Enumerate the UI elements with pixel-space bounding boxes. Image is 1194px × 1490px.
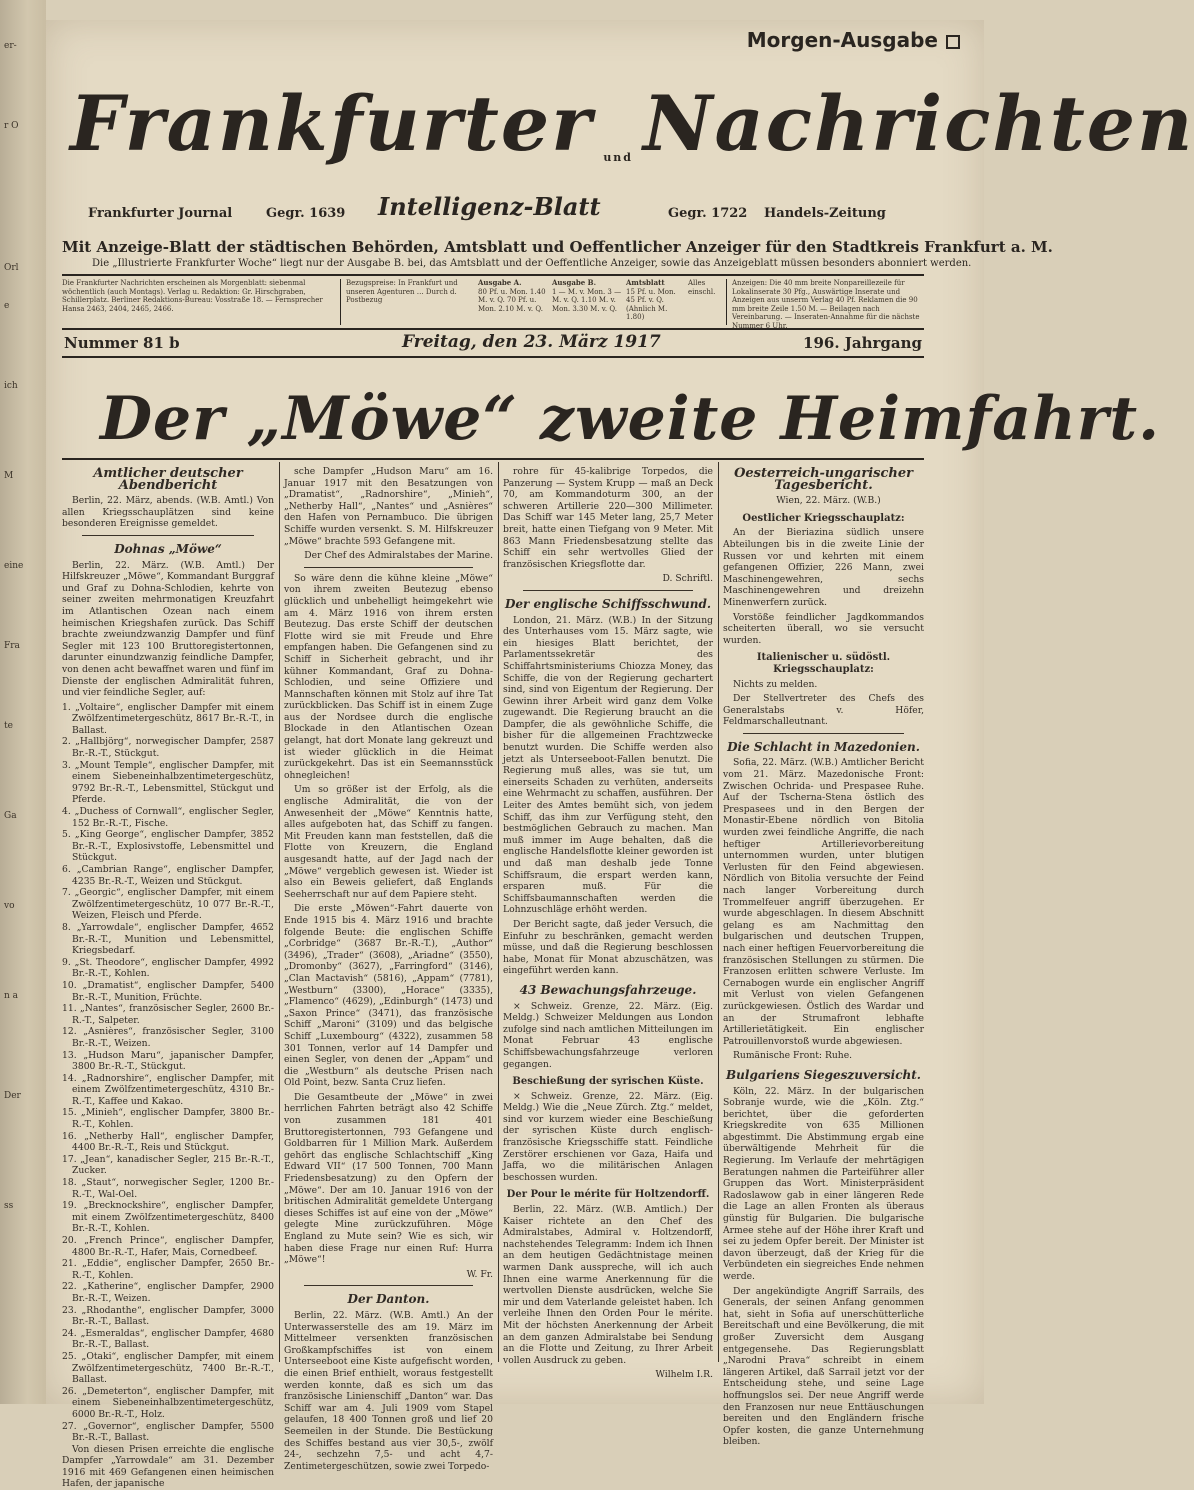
article-paragraph: An der Bieriazina südlich unsere Abteilungen bis in die zweite Linie der Russen vor und kehrten mit einem gefangenen Offizier, 226 Mann, zwei Maschinengewehren, sechs Maschinengewehren und dreizehn Minenwerfern zurück. bbox=[723, 527, 924, 608]
sub-center: Intelligenz-Blatt bbox=[378, 192, 601, 221]
article-paragraph: Von diesen Prisen erreichte die englische Dampfer „Yarrowdale“ am 31. Dezember 1916 mit 469 Gefangenen einen heimischen Hafen, der japanische bbox=[62, 1443, 274, 1490]
article-paragraph: Sofia, 22. März. (W.B.) Amtlicher Bericht vom 21. März. Mazedonische Front: Zwischen Ochrida- und Prespasee Ruhe. Auf der Tscherna-Stena östlich des Prespasees und in den Bergen der Monastir-Ebene nördlich von Bitolia wurden zwei feindliche Angriffe, die nach heftiger Artillerievorbereitung unternommen wurden, unter blutigen Verlusten für den Feind abgewiesen. Nördlich von Bitolia versuchte der Feind nach langer Vorbereitung durch Trommelfeuer angriff überzugehen. Er wurde abgeschlagen. In diesem Abschnitt gelang es am Nachmittag den bulgarischen und deutschen Truppen, nach einer heftigen Feuervorbereitung die französischen Stellungen zu stürmen. Die Franzosen erlitten schwere Verluste. Im Cernabogen wurde ein englischer Angriff mit Verlust von vielen Gefangenen zurückgewiesen. Östlich des Wardar und an der Strumafront lebhafte Artillerietätigkeit. Ein englischer Patrouillenvorstoß wurde abgewiesen. bbox=[723, 757, 924, 1047]
article-title: Die Schlacht in Mazedonien. bbox=[727, 739, 920, 754]
column-1 bbox=[62, 466, 274, 1490]
list-item: 24. „Esmeraldas“, englischer Dampfer, 4680 Br.-R.-T., Ballast. bbox=[62, 1327, 274, 1351]
article-paragraph: Rumänische Front: Ruhe. bbox=[733, 1050, 853, 1062]
list-item: 1. „Voltaire“, englischer Dampfer mit einem Zwölfzentimetergeschütz, 8617 Br.-R.-T., in Ballast. bbox=[62, 701, 274, 736]
signature: D. Schriftl. bbox=[662, 573, 713, 585]
divider bbox=[726, 279, 727, 325]
list-item: 23. „Rhodanthe“, englischer Dampfer, 3000 Br.-R.-T., Ballast. bbox=[62, 1304, 274, 1328]
info-ausgabe-b bbox=[552, 279, 622, 325]
list-item: 26. „Demeterton“, englischer Dampfer, mit einem Siebeneinhalbzentimetergeschütz, 6000 Br.-R.-T., Holz. bbox=[62, 1385, 274, 1420]
list-item: 6. „Cambrian Range“, englischer Dampfer, 4235 Br.-R.-T., Weizen und Stückgut. bbox=[62, 864, 274, 887]
article-title: 43 Bewachungsfahrzeuge. bbox=[519, 982, 697, 997]
binding-fragment: Orl bbox=[4, 263, 19, 273]
separator bbox=[523, 590, 693, 591]
list-item: 19. „Brecknockshire“, englischer Dampfer, mit einem Zwölfzentimetergeschütz, 8400 Br.-R.-T., Kohlen. bbox=[62, 1200, 274, 1235]
masthead-left: Frankfurter bbox=[70, 78, 594, 168]
column-top-rule bbox=[62, 458, 924, 460]
masthead-und: und bbox=[603, 151, 633, 164]
signature: Der Chef des Admiralstabes der Marine. bbox=[304, 550, 493, 562]
sub-right-est: Gegr. 1722 bbox=[668, 206, 748, 221]
binding-fragment: ich bbox=[4, 381, 18, 391]
list-item: 7. „Georgic“, englischer Dampfer, mit einem Zwölfzentimetergeschütz, 10 077 Br.-R.-T., Weizen, Fleisch und Pferde. bbox=[62, 887, 274, 922]
column-rule bbox=[279, 462, 280, 1362]
binding-fragment: n a bbox=[4, 991, 19, 1001]
section-heading: Oestlicher Kriegsschauplatz: bbox=[742, 512, 905, 524]
info-b-title: Ausgabe B. bbox=[552, 278, 597, 287]
issue-number: Nummer 81 b bbox=[64, 334, 180, 352]
article-title: Beschießung der syrischen Küste. bbox=[512, 1076, 704, 1088]
list-item: 8. „Yarrowdale“, englischer Dampfer, 4652 Br.-R.-T., Munition und Lebensmittel, Kriegsbedarf. bbox=[62, 921, 274, 957]
masthead bbox=[70, 68, 1194, 178]
separator bbox=[82, 535, 254, 536]
binding-strip bbox=[0, 0, 46, 1404]
sub-left: Frankfurter Journal bbox=[88, 206, 233, 221]
issue-year: 196. Jahrgang bbox=[803, 334, 922, 352]
issue-date: Freitag, den 23. März 1917 bbox=[402, 332, 661, 352]
list-item: 2. „Hallbjörg“, norwegischer Dampfer, 2587 Br.-R.-T., Stückgut. bbox=[62, 736, 274, 760]
edition-text: Morgen-Ausgabe bbox=[746, 28, 938, 52]
list-item: 5. „King George“, englischer Dampfer, 3852 Br.-R.-T., Explosivstoffe, Lebensmittel und Stückgut. bbox=[62, 829, 274, 864]
info-box bbox=[62, 274, 924, 330]
info-alles: Alles einschl. bbox=[688, 279, 716, 296]
divider bbox=[340, 279, 341, 325]
info-ausgabe-a bbox=[478, 279, 548, 325]
article-paragraph: Um so größer ist der Erfolg, als die englische Admiralität, die von der Anwesenheit der „Möwe“ Kenntnis hatte, alles aufgeboten hat, das Schiff zu fangen. Mit Freuden kann man feststellen, daß die Flotte von Kreuzern, die England ausgesandt hatte, auf der Jagd nach der „Möwe“ vergeblich gewesen ist. Wieder ist also ein Beweis geliefert, daß Englands Seeherrschaft nur auf dem Papiere steht. bbox=[284, 784, 493, 900]
info-b-values: 1 — M. v. Mon. 3 — M. v. Q. 1.10 M. v. Mon. 3.30 M. v. Q. bbox=[552, 287, 622, 313]
list-item: 13. „Hudson Maru“, japanischer Dampfer, 3800 Br.-R.-T., Stückgut. bbox=[62, 1049, 274, 1073]
article-title: Amtlicher deutscher Abendbericht bbox=[93, 466, 243, 493]
list-item: 10. „Dramatist“, englischer Dampfer, 5400 Br.-R.-T., Munition, Früchte. bbox=[62, 979, 274, 1003]
article-title: Der Pour le mérite für Holtzendorff. bbox=[506, 1189, 710, 1201]
binding-fragment: M bbox=[4, 471, 14, 481]
info-anzeigen: Anzeigen: Die 40 mm breite Nonpareillezeile für Lokalinserate 30 Pfg., Auswärtige Inserate und Anzeigen aus unserm Verlag 40 Pf. Reklamen die 90 mm breite Zeile 1.50 M. — Beilagen nach Vereinbarung. — Inseraten-Annahme für die nächste Nummer 6 Uhr. bbox=[732, 279, 920, 330]
article-title: Oesterreich-ungarischer Tagesbericht. bbox=[734, 466, 913, 493]
main-headline: Der „Möwe“ zweite Heimfahrt. bbox=[100, 384, 1161, 454]
binding-fragment: Der bbox=[4, 1091, 21, 1101]
section-heading: Italienischer u. südöstl. Kriegsschauplatz: bbox=[756, 652, 891, 675]
separator bbox=[304, 567, 473, 568]
article-paragraph: Berlin, 22. März. (W.B. Amtlich.) Der Kaiser richtete an den Chef des Admiralstabes, Admiral v. Holtzendorff, nachstehendes Telegramm: Indem ich Ihnen an dem heutigen Gedächtnistage meinen warmen Dank ausspreche, will ich auch Ihnen eine warme Anerkennung für die wertvollen Dienste ausdrücken, welche Sie mir und dem Vaterlande geleistet haben. Ich verleihe Ihnen den Orden Pour le mérite. Mit der höchsten Anerkennung der Arbeit an dem ganzen Admiralstabe bei Sendung an die Flotte und Zeitung, zu Ihrer Arbeit vollen Ausdruck zu geben. bbox=[503, 1204, 713, 1366]
list-item: 15. „Minieh“, englischer Dampfer, 3800 Br.-R.-T., Kohlen. bbox=[62, 1107, 274, 1131]
dateline bbox=[62, 332, 924, 358]
info-a-title: Ausgabe A. bbox=[478, 278, 522, 287]
sub-right: Handels-Zeitung bbox=[764, 206, 886, 221]
article-paragraph: Vorstöße feindlicher Jagdkommandos scheiterten überall, wo sie versucht wurden. bbox=[723, 611, 924, 646]
list-item: 12. „Asnières“, französischer Segler, 3100 Br.-R.-T., Weizen. bbox=[62, 1026, 274, 1049]
article-paragraph: Der angekündigte Angriff Sarrails, des Generals, der seinen Anfang genommen hat, sieht in Sofia auf unerschütterliche Bereitschaft und eine Bevölkerung, die mit großer Zuversicht dem Ausgang entgegensehe. Das Regierungsblatt „Narodni Prava“ schreibt in einem längeren Artikel, daß Sarrail jetzt vor der Entscheidung stehe, und seine Lage hoffnungslos sei. Der neue Angriff werde den Franzosen nur neue Enttäuschungen bereiten und den Engländern frische Opfer kosten, die ganze Unternehmung bleiben. bbox=[723, 1285, 924, 1448]
info-publisher: Die Frankfurter Nachrichten erscheinen als Morgenblatt: siebenmal wöchentlich (auch Montags). Verlag u. Redaktion: Gr. Hirschgraben, Schillerplatz. Berliner Redaktions-Bureau: Vosstraße 18. — Fernsprecher Hansa 2463, 2404, 2465, 2466. bbox=[62, 279, 323, 313]
article-paragraph: Köln, 22. März. In der bulgarischen Sobranje wurde, wie die „Köln. Ztg.“ berichtet, über die geforderten Kriegskredite von 635 Millionen abgestimmt. Die Abstimmung ergab eine überwältigende Mehrheit für die Regierung. Im Verlaufe der mehrtägigen Beratungen nahmen die Parteiführer aller Gruppen das Wort. Ministerpräsident Radoslawow gab in einer längeren Rede die Lage an allen Fronten als überaus günstig für Bulgarien. Die bulgarische Armee stehe auf der Höhe ihrer Kraft und sei zu jedem Opfer bereit. Der Minister ist davon überzeugt, daß der Krieg für die Verbündeten ein siegreiches Ende nehmen werde. bbox=[723, 1085, 924, 1282]
article-paragraph: Der Bericht sagte, daß jeder Versuch, die Einfuhr zu beschränken, gemacht werden müsse, und daß die Regierung beschlossen habe, Monat für Monat abzuschätzen, was eingeführt werden kann. bbox=[503, 918, 713, 977]
column-4 bbox=[723, 466, 924, 1448]
info-a-values: 80 Pf. u. Mon. 1.40 M. v. Q. 70 Pf. u. Mon. 2.10 M. v. Q. bbox=[478, 287, 546, 313]
article-paragraph: Die Gesamtbeute der „Möwe“ in zwei herrlichen Fahrten beträgt also 42 Schiffe von zusammen 181 401 Bruttoregistertonnen, 793 Gefangene und Goldbarren für 1 Million Mark. Außerdem gehört das englische Schlachtschiff „King Edward VII“ (17 500 Tonnen, 700 Mann Friedensbesatzung) zu den Opfern der „Möwe“. Der am 10. Januar 1916 von der britischen Admiralität gemeldete Untergang dieses Schiffes ist auf eine von der „Möwe“ gelegte Mine zurückzuführen. Möge England zu Mute sein? Wie es sich, wir haben diese Frage nur einen Ruf: Hurra „Möwe“! bbox=[284, 1091, 493, 1266]
binding-fragment: er- bbox=[4, 41, 17, 51]
square-icon bbox=[946, 35, 960, 49]
article-paragraph: Berlin, 22. März. (W.B. Amtl.) Der Hilfskreuzer „Möwe“, Kommandant Burggraf und Graf zu Dohna-Schlodien, kehrte von seiner zweiten mehrmonatigen Kreuzfahrt im Atlantischen Ozean nach einem heimischen Kriegshafen zurück. Das Schiff brachte zweiundzwanzig Dampfer und fünf Segler mit 123 100 Bruttoregistertonnen, darunter einundzwanzig feindliche Dampfer, von denen acht bewaffnet waren und fünf im Dienste der englischen Admiralität fuhren, und vier feindliche Segler, auf: bbox=[62, 559, 274, 699]
signature: W. Fr. bbox=[466, 1268, 493, 1280]
binding-fragment: Ga bbox=[4, 811, 17, 821]
separator bbox=[304, 1285, 473, 1286]
info-c-title: Amtsblatt bbox=[626, 278, 665, 287]
binding-fragment: r O bbox=[4, 121, 19, 131]
dateline-small: Wien, 22. März. (W.B.) bbox=[776, 495, 881, 507]
article-paragraph: Berlin, 22. März. (W.B. Amtl.) An der Unterwasserstelle des am 19. März im Mittelmeer versenkten französischen Großkampfschiffes ist von einem Unterseeboot eine Kiste aufgefischt worden, die einen Brief enthielt, woraus festgestellt werden konnte, daß es sich um das französische Linienschiff „Danton“ war. Das Schiff war am 4. Juli 1909 vom Stapel gelaufen, 18 400 Tonnen groß und lief 20 Seemeilen in der Stunde. Die Bestückung des Schiffes bestand aus vier 30,5-, zwölf 24-, sechzehn 7,5- und acht 4,7-Zentimetergeschützen, sowie zwei Torpedo- bbox=[284, 1309, 493, 1472]
article-paragraph: × Schweiz. Grenze, 22. März. (Eig. Meldg.) Schweizer Meldungen aus London zufolge sind nach amtlichen Mitteilungen im Monat Februar 43 englische Schiffsbewachungsfahrzeuge verloren gegangen. bbox=[503, 1000, 713, 1070]
article-paragraph: Der Stellvertreter des Chefs des Generalstabs v. Höfer, Feldmarschalleutnant. bbox=[723, 693, 924, 728]
binding-fragment: te bbox=[4, 721, 13, 731]
binding-fragment: vo bbox=[4, 901, 15, 911]
binding-fragment: ss bbox=[4, 1201, 14, 1211]
list-item: 17. „Jean“, kanadischer Segler, 215 Br.-R.-T., Zucker. bbox=[62, 1153, 274, 1177]
article-title: Der Danton. bbox=[347, 1292, 430, 1307]
article-paragraph: So wäre denn die kühne kleine „Möwe“ von ihrem zweiten Beutezug ebenso glücklich und unbehelligt heimgekehrt wie am 4. März 1916 von ihrem ersten Beutezug. Das erste Schiff der deutschen Flotte wird sie mit Freude und Ehre empfangen haben. Die Gefangenen sind zu Schiff in Sicherheit gebracht, und ihr kühner Kommandant, Graf zu Dohna-Schlodien, und seine Offiziere und Mannschaften können mit Stolz auf ihre Tat zurückblicken. Das Schiff ist in einem Zuge aus der Nordsee durch die englische Blockade in den Atlantischen Ozean gelangt, hat dort Monate lang gekreuzt und ist wieder glücklich in die Heimat zurückgekehrt. Das ist ein Seemannsstück ohnegleichen! bbox=[284, 572, 493, 781]
column-rule bbox=[718, 462, 719, 1362]
list-item: 22. „Katherine“, englischer Dampfer, 2900 Br.-R.-T., Weizen. bbox=[62, 1281, 274, 1304]
list-item: 9. „St. Theodore“, englischer Dampfer, 4992 Br.-R.-T., Kohlen. bbox=[62, 956, 274, 980]
info-amtsblatt bbox=[626, 279, 686, 325]
masthead-subtitle-row bbox=[88, 192, 918, 228]
separator bbox=[743, 733, 904, 734]
list-item: 4. „Duchess of Cornwall“, englischer Segler, 152 Br.-R.-T., Fische. bbox=[62, 806, 274, 829]
article-title: Der englische Schiffsschwund. bbox=[504, 596, 712, 611]
masthead-right: Nachrichten bbox=[643, 78, 1194, 168]
list-item: 11. „Nantes“, französischer Segler, 2600 Br.-R.-T., Salpeter. bbox=[62, 1003, 274, 1026]
article-title: Bulgariens Siegeszuversicht. bbox=[726, 1067, 921, 1082]
article-paragraph: Berlin, 22. März, abends. (W.B. Amtl.) Von allen Kriegsschauplätzen sind keine besonderen Ereignisse gemeldet. bbox=[62, 495, 274, 530]
article-paragraph: sche Dampfer „Hudson Maru“ am 16. Januar 1917 mit den Besatzungen von „Dramatist“, „Radnorshire“, „Minieh“, „Netherby Hall“, „Nantes“ und „Asnières“ den Hafen von Pernambuco. Die übrigen Schiffe wurden versenkt. S. M. Hilfskreuzer „Möwe“ brachte 593 Gefangene mit. bbox=[284, 466, 493, 547]
edition-label bbox=[747, 28, 960, 52]
article-paragraph: London, 21. März. (W.B.) In der Sitzung des Unterhauses vom 15. März sagte, wie ein hiesiges Blatt berichtet, der Parlamentssekretär des Schiffahrtsministeriums Chiozza Money, das Schiffe, die von der Regierung gechartert sind, sind von Eigentum der Regierung. Der Gewinn ihrer Arbeit wird ganz dem Volke zugewandt. Die Regierung braucht an die Dampfer, die als gewöhnliche Schiffe, die bisher für die allgemeinen Frachtzwecke benutzt wurden. Die Schiffe werden also jetzt als Unterseeboot-Fallen benutzt. Die Regierung muß alles, was sie tut, um einerseits Schaden zu verhüten, anderseits eine Wehrmacht zu schaffen, ausführen. Der Leiter des Amtes bemüht sich, von jedem Schiff, das ihm zur Verfügung steht, den bestmöglichen Gebrauch zu machen. Man muß immer im Auge behalten, daß die englische Handelsflotte kleiner geworden ist und daß man deshalb jede Tonne Schiffsraum, die erspart werden kann, ersparen muß. Für die Schiffsbaumannschaften werden die Lohnzuschläge erhöht werden. bbox=[503, 614, 713, 916]
list-item: 27. „Governor“, englischer Dampfer, 5500 Br.-R.-T., Ballast. bbox=[62, 1420, 274, 1444]
binding-fragment: eine bbox=[4, 561, 24, 571]
column-rule bbox=[498, 462, 499, 1362]
binding-fragment: e bbox=[4, 301, 10, 311]
signature: Wilhelm I.R. bbox=[655, 1369, 713, 1381]
article-paragraph: Nichts zu melden. bbox=[733, 678, 818, 690]
info-bezug: Bezugspreise: In Frankfurt und unseren Agenturen … Durch d. Postbezug bbox=[346, 279, 458, 305]
list-item: 14. „Radnorshire“, englischer Dampfer, mit einem Zwölfzentimetergeschütz, 4310 Br.-R.-T., Kaffee und Kakao. bbox=[62, 1072, 274, 1107]
article-title: Dohnas „Möwe“ bbox=[114, 541, 222, 556]
article-paragraph: rohre für 45-kalibrige Torpedos, die Panzerung — System Krupp — maß an Deck 70, am Kommandoturm 300, an der schweren Artillerie 220—300 Millimeter. Das Schiff war 145 Meter lang, 25,7 Meter breit, hatte einen Tiefgang von 9 Meter. Mit 863 Mann Friedensbesatzung stellte das Schiff ein sehr wertvolles Glied der französischen Kriegsflotte dar. bbox=[503, 466, 713, 570]
list-item: 20. „French Prince“, englischer Dampfer, 4800 Br.-R.-T., Hafer, Mais, Cornedbeef. bbox=[62, 1235, 274, 1258]
info-c-values: 15 Pf. u. Mon. 45 Pf. v. Q. (Ahnlich M. 1.80) bbox=[626, 287, 676, 322]
list-item: 18. „Staut“, norwegischer Segler, 1200 Br.-R.-T., Wal-Oel. bbox=[62, 1177, 274, 1200]
list-item: 25. „Otaki“, englischer Dampfer, mit einem Zwölfzentimetergeschütz, 7400 Br.-R.-T., Ballast. bbox=[62, 1350, 274, 1386]
binding-fragment: Fra bbox=[4, 641, 20, 651]
article-paragraph: × Schweiz. Grenze, 22. März. (Eig. Meldg.) Wie die „Neue Zürch. Ztg.“ meldet, sind vor kurzem wieder eine Beschießung der syrischen Küste durch englisch-französische Kriegsschiffe statt. Feindliche Zerstörer erschienen vor Gaza, Haifa und Jaffa, wo die militärischen Anlagen beschossen wurden. bbox=[503, 1090, 713, 1183]
sub-left-est: Gegr. 1639 bbox=[266, 206, 346, 221]
column-2 bbox=[284, 466, 493, 1472]
list-item: 16. „Netherby Hall“, englischer Dampfer, 4400 Br.-R.-T., Reis und Stückgut. bbox=[62, 1130, 274, 1154]
list-item: 21. „Eddie“, englischer Dampfer, 2650 Br.-R.-T., Kohlen. bbox=[62, 1258, 274, 1281]
tagline-secondary: Die „Illustrierte Frankfurter Woche“ liegt nur der Ausgabe B. bei, das Amtsblatt und der Oeffentliche Anzeiger, sowie das Anzeigeblatt müssen besonders abonniert werden. bbox=[92, 258, 972, 269]
tagline: Mit Anzeige-Blatt der städtischen Behörden, Amtsblatt und Oeffentlicher Anzeiger für den Stadtkreis Frankfurt a. M. bbox=[62, 238, 1053, 256]
list-item: 3. „Mount Temple“, englischer Dampfer, mit einem Siebeneinhalbzentimetergeschütz, 9792 Br.-R.-T., Lebensmittel, Stückgut und Pferde. bbox=[62, 759, 274, 806]
article-paragraph: Die erste „Möwen“-Fahrt dauerte von Ende 1915 bis 4. März 1916 und brachte folgende Beute: die englischen Schiffe „Corbridge“ (3687 Br.-R.-T.), „Author“ (3496), „Trader“ (3608), „Ariadne“ (3550), „Dromonby“ (3627), „Farringford“ (3146), „Clan Mactavish“ (5816), „Appam“ (7781), „Westburn“ (3300), „Horace“ (3335), „Flamenco“ (4629), „Edinburgh“ (1473) und „Saxon Prince“ (3471), das französische Schiff „Maroni“ (3109) und das belgische Schiff „Luxembourg“ (4322), zusammen 58 301 Tonnen, verlor auf 14 Dampfer und einen Segler, von denen der „Appam“ und die „Westburn“ als deutsche Prisen nach Old Point, bezw. Santa Cruz liefen. bbox=[284, 903, 493, 1089]
column-3 bbox=[503, 466, 713, 1381]
